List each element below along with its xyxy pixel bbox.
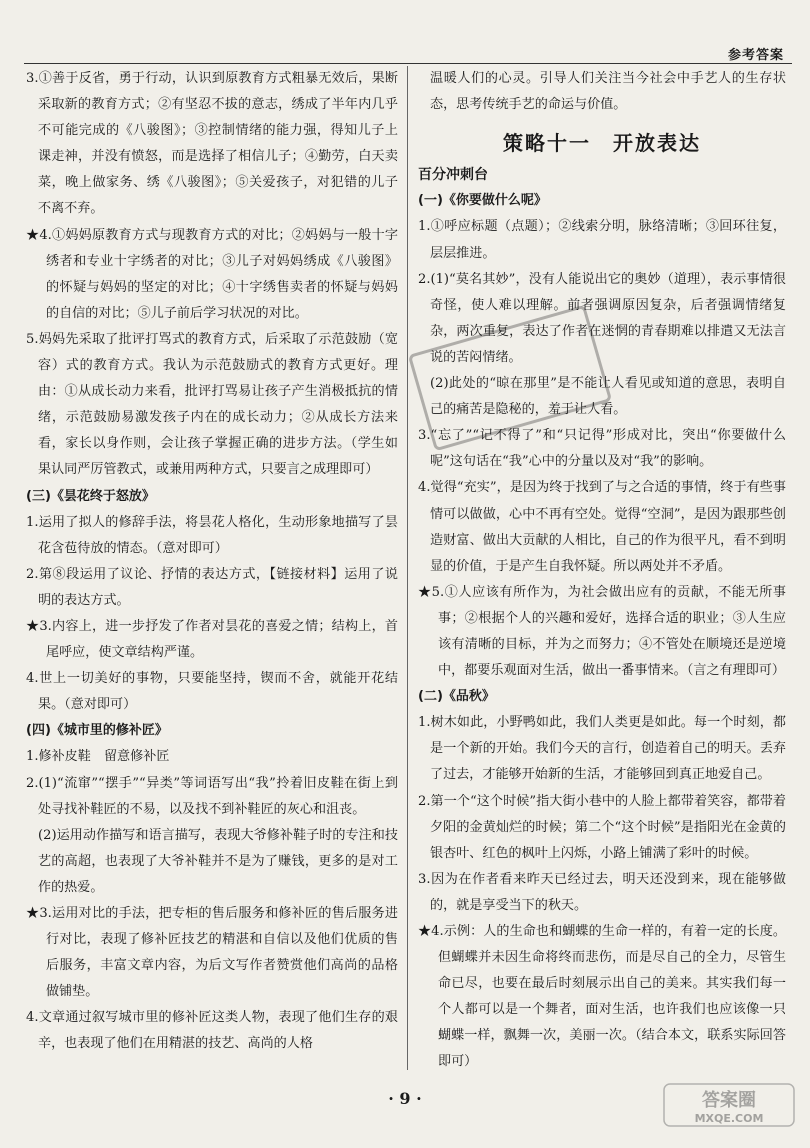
- answer-item: 3.因为在作者看来昨天已经过去，明天还没到来，现在能够做的，就是享受当下的秋天。: [418, 871, 786, 913]
- header-rule: [24, 63, 792, 64]
- answer-item: 1.修补皮鞋 留意修补匠: [26, 749, 170, 765]
- answer-item: 3.“忘了”“记不得了”和“只记得”形成对比，突出“你要做什么呢”这句话在“我”心中的分量以及对“我”的影响。: [418, 428, 786, 470]
- answer-item: 1.运用了拟人的修辞手法，将昙花人格化，生动形象地描写了昙花含苞待放的情态。（意对即可）: [26, 514, 398, 556]
- right-column: [418, 66, 786, 1076]
- answer-item: 2.第一个“这个时候”指大街小巷中的人脸上都带着笑容，都带着夕阳的金黄灿烂的时候；第二个“这个时候”是指阳光在金黄的银杏叶、红色的枫叶上闪烁，小路上铺满了彩叶的时候。: [418, 793, 786, 861]
- answer-item: 2.第⑧段运用了议论、抒情的表达方式，【链接材料】运用了说明的表达方式。: [26, 566, 398, 608]
- answer-item-starred: ★3.内容上，进一步抒发了作者对昙花的喜爱之情；结构上，首尾呼应，使文章结构严谨。: [26, 618, 398, 661]
- column-divider: [407, 66, 408, 1070]
- header-label: 参考答案: [727, 48, 784, 63]
- svg-text:答案圈: 答案圈: [702, 1090, 756, 1111]
- section-heading: (四)《城市里的修补匠》: [26, 723, 168, 739]
- section-heading: (一)《你要做什么呢》: [418, 193, 547, 209]
- answer-item: 2.(1)“流窜”“摆手”“异类”等词语写出“我”拎着旧皮鞋在街上到处寻找补鞋匠的不易，以及找不到补鞋匠的灰心和沮丧。: [26, 775, 398, 817]
- page-number: · 9 ·: [388, 1089, 422, 1108]
- left-column: [26, 66, 398, 1058]
- svg-text:MXQE.COM: MXQE.COM: [694, 1112, 764, 1125]
- answer-item: 温暖人们的心灵。引导人们关注当今社会中手艺人的生存状态，思考传统手艺的命运与价值。: [430, 71, 786, 113]
- section-heading: (三)《昙花终于怒放》: [26, 488, 155, 504]
- answer-item: 4.世上一切美好的事物，只要能坚持，锲而不舍，就能开花结果。（意对即可）: [26, 671, 398, 713]
- answer-item: 4.觉得“充实”，是因为终于找到了与之合适的事情，终于有些事情可以做做，心中不再有空处。觉得“空洞”，是因为跟那些创造财富、做出大贡献的人相比，自己的作为很平凡，看不到明显的价值，于是产生自我怀疑。所以两处并不矛盾。: [418, 480, 786, 574]
- answer-item: 1.①呼应标题（点题）；②线索分明，脉络清晰；③回环往复，层层推进。: [418, 219, 786, 261]
- answer-item: 1.树木如此，小野鸭如此，我们人类更是如此。每一个时刻，都是一个新的开始。我们今天的言行，创造着自己的明天。丢弃了过去，才能够开始新的生活，才能够回到真正地爱自己。: [418, 715, 786, 783]
- answer-item-starred: ★5.①人应该有所作为，为社会做出应有的贡献，不能无所事事；②根据个人的兴趣和爱好，选择合适的职业；③人生应该有清晰的目标，并为之而努力；④不管处在顺境还是逆境中，都要乐观面对生活，做出一番事情来。（言之有理即可）: [418, 584, 786, 679]
- answer-item: (2)运用动作描写和语言描写，表现大爷修补鞋子时的专注和技艺的高超，也表现了大爷补鞋并不是为了赚钱，更多的是对工作的热爱。: [38, 827, 398, 895]
- answer-item: (2)此处的“晾在那里”是不能让人看见或知道的意思，表明自己的痛苦是隐秘的，羞于让人看。: [430, 376, 786, 418]
- answer-item-starred: ★4.示例：人的生命也和蝴蝶的生命一样的，有着一定的长度。但蝴蝶并未因生命将终而悲伤，而是尽自己的全力，尽管生命已尽，也要在最后时刻展示出自己的美来。其实我们每一个人都可以是一个舞者，面对生活，也许我们也应该像一只蝴蝶一样，飘舞一次，美丽一次。（结合本文，联系实际回答即可）: [418, 924, 786, 1070]
- answer-item: 4.文章通过叙写城市里的修补匠这类人物，表现了他们生存的艰辛，也表现了他们在用精湛的技艺、高尚的人格: [26, 1010, 398, 1052]
- section-heading: (二)《品秋》: [418, 689, 495, 705]
- strategy-title: 策略十一 开放表达: [503, 131, 701, 156]
- answer-item: 5.妈妈先采取了批评打骂式的教育方式，后采取了示范鼓励（宽容）式的教育方式。我认为示范鼓励式的教育方式更好。理由：①从成长动力来看，批评打骂易让孩子产生消极抵抗的情绪，示范鼓励易激发孩子内在的成长动力；②从成长方法来看，家长以身作则，会让孩子掌握正确的进步方法。（学生如果认同严厉管教式，或兼用两种方式，只要言之成理即可）: [26, 331, 398, 478]
- answer-item: 3.①善于反省，勇于行动，认识到原教育方式粗暴无效后，果断采取新的教育方式；②有坚忍不拔的意志，绣成了半年内几乎不可能完成的《八骏图》；③控制情绪的能力强，得知儿子上课走神，并没有愤怒，而是选择了相信儿子；④勤劳，白天卖菜，晚上做家务、绣《八骏图》；⑤关爱孩子，对犯错的儿子不离不弃。: [26, 71, 398, 217]
- answer-item-starred: ★4.①妈妈原教育方式与现教育方式的对比；②妈妈与一般十字绣者和专业十字绣者的对比；③儿子对妈妈绣成《八骏图》的怀疑与妈妈的坚定的对比；④十字绣售卖者的怀疑与妈妈的自信的对比；⑤儿子前后学习状况的对比。: [26, 227, 398, 321]
- answer-item: 2.(1)“莫名其妙”，没有人能说出它的奥妙（道理），表示事情很奇怪，使人难以理解。前者强调原因复杂，后者强调情绪复杂，两次重复，表达了作者在迷惘的青春期难以排遣又无法言说的苦闷情绪。: [418, 271, 786, 365]
- subsection-heading: 百分冲刺台: [418, 167, 488, 184]
- answer-item-starred: ★3.运用对比的手法，把专柜的售后服务和修补匠的售后服务进行对比，表现了修补匠技艺的精湛和自信以及他们优质的售后服务，丰富文章内容，为后文写作者赞赏他们高尚的品格做铺垫。: [26, 906, 398, 1000]
